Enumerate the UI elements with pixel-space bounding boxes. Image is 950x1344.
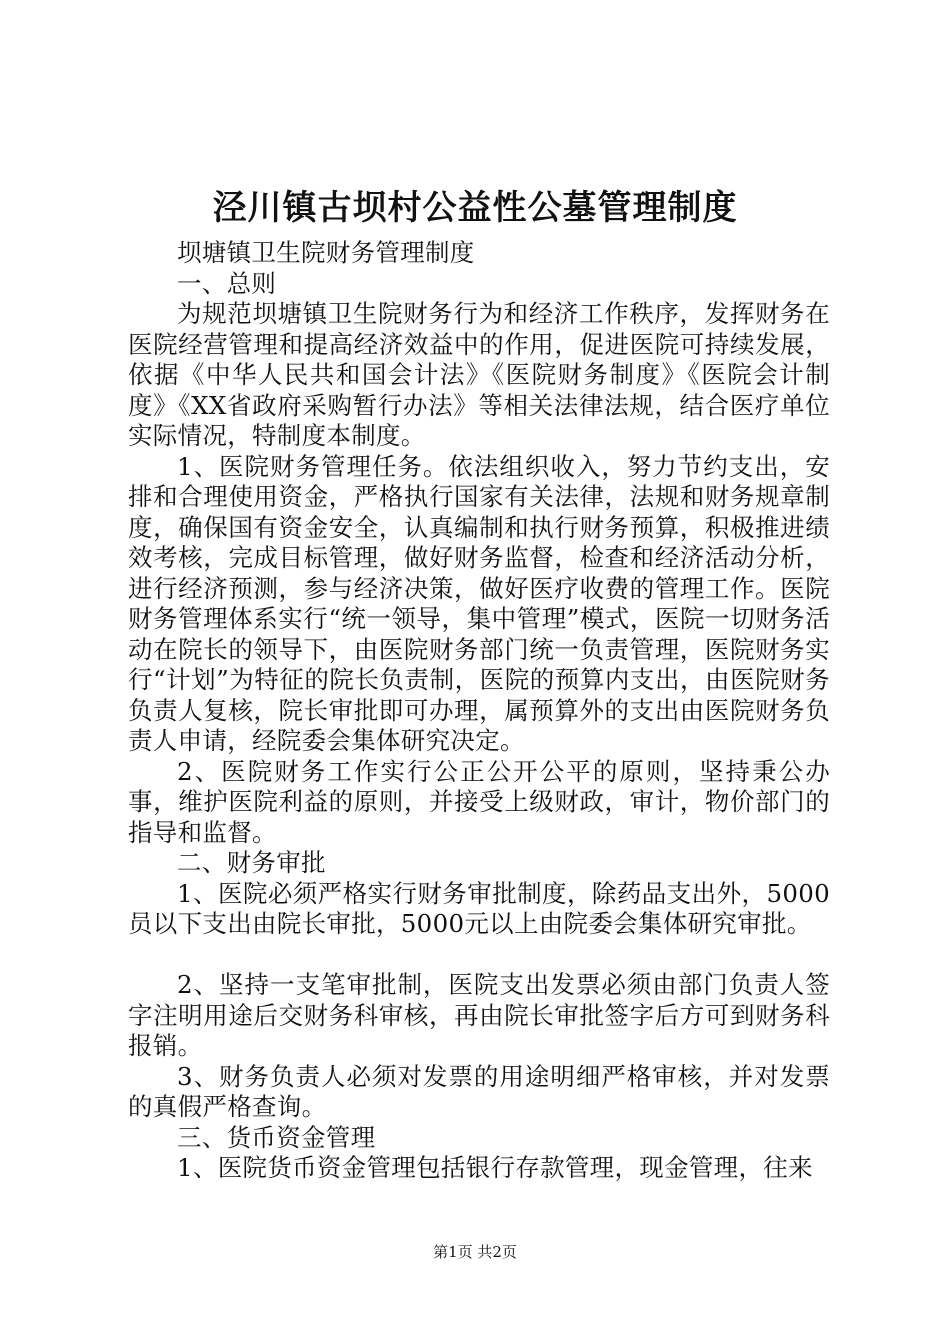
document-body xyxy=(128,238,830,1184)
blank-line xyxy=(128,940,830,971)
section-heading: 二、财务审批 xyxy=(177,848,326,877)
body-paragraph: 1、医院财务管理任务。依法组织收入，努力节约支出，安排和合理使用资金，严格执行国家有关法律，法规和财务规章制度，确保国有资金安全，认真编制和执行财务预算，积极推进绩效考核，完成目标管理，做好财务监督，检查和经济活动分析，进行经济预测，参与经济决策，做好医疗收费的管理工作。医院财务管理体系实行“统一领导，集中管理”模式，医院一切财务活动在院长的领导下，由医院财务部门统一负责管理，医院财务实行“计划”为特征的院长负责制，医院的预算内支出，由医院财务负责人复核，院长审批即可办理，属预算外的支出由医院财务负责人申请，经院委会集体研究决定。 xyxy=(128,451,830,755)
body-paragraph: 2、坚持一支笔审批制，医院支出发票必须由部门负责人签字注明用途后交财务科审核，再由院长审批签字后方可到财务科报销。 xyxy=(128,970,830,1060)
section-heading: 三、货币资金管理 xyxy=(177,1122,376,1152)
page-footer: 第1页 共2页 xyxy=(433,1243,517,1261)
body-paragraph: 2、医院财务工作实行公正公开公平的原则，坚持秉公办事，维护医院利益的原则，并接受上级财政，审计，物价部门的指导和监督。 xyxy=(128,756,830,847)
body-paragraph: 1、医院货币资金管理包括银行存款管理，现金管理，往来 xyxy=(177,1153,813,1182)
document-title: 泾川镇古坝村公益性公墓管理制度 xyxy=(212,188,738,228)
section-heading: 坝塘镇卫生院财务管理制度 xyxy=(177,238,475,267)
body-paragraph: 为规范坝塘镇卫生院财务行为和经济工作秩序，发挥财务在医院经营管理和提高经济效益中的作用，促进医院可持续发展，依据《中华人民共和国会计法》《医院财务制度》《医院会计制度》《XX省政府采购暂行办法》等相关法律法规，结合医疗单位实际情况，特制度本制度。 xyxy=(128,299,830,450)
body-paragraph: 1、医院必须严格实行财务审批制度，除药品支出外，5000员以下支出由院长审批，5000元以上由院委会集体研究审批。 xyxy=(128,878,830,938)
body-paragraph: 3、财务负责人必须对发票的用途明细严格审核，并对发票的真假严格查询。 xyxy=(128,1061,830,1121)
section-heading: 一、总则 xyxy=(177,268,277,298)
